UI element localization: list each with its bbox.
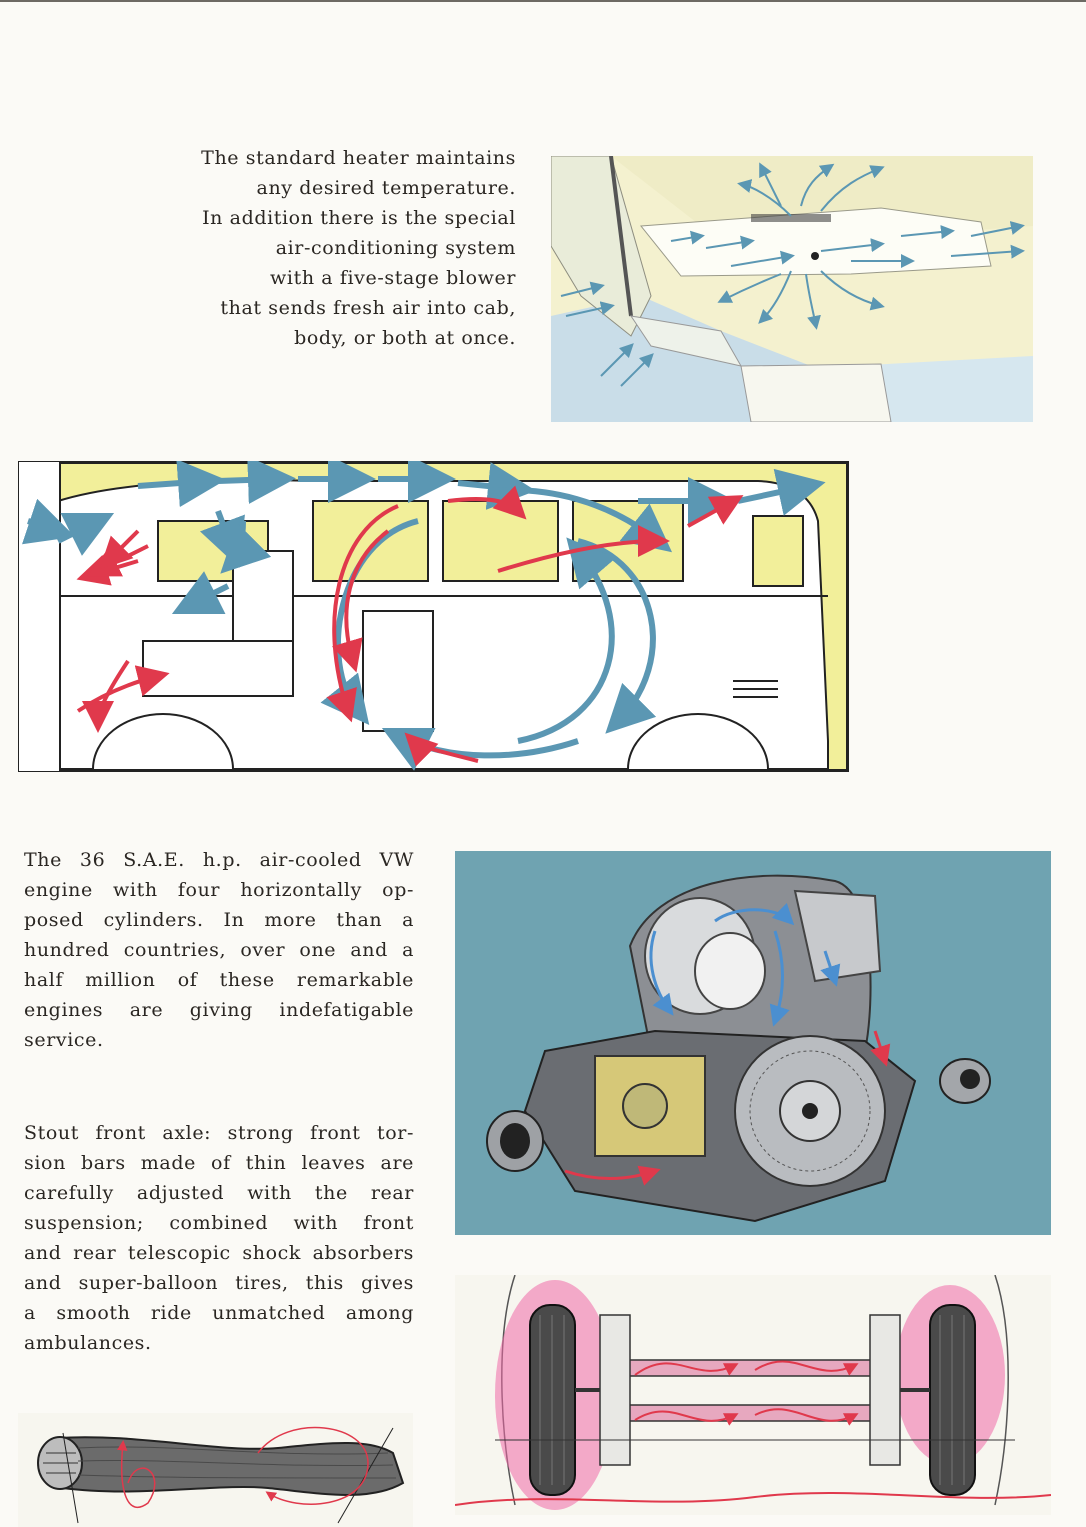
- text-line: suspension; combined with front: [24, 1212, 414, 1234]
- text-line: hundred countries, over one and a: [24, 939, 414, 961]
- text-line: engine with four horizontally op-: [24, 879, 414, 901]
- text-line: half million of these remarkable: [24, 969, 414, 991]
- text-line: The 36 S.A.E. h.p. air-cooled VW: [24, 849, 414, 871]
- text-line: The standard heater maintains: [201, 147, 516, 169]
- text-line: any desired temperature.: [256, 177, 516, 199]
- front-axle-illustration: [455, 1275, 1051, 1515]
- text-line: posed cylinders. In more than a: [24, 909, 414, 931]
- engine-illustration: [455, 851, 1051, 1235]
- text-line: air-conditioning system: [275, 237, 516, 259]
- text-line: that sends fresh air into cab,: [220, 297, 516, 319]
- van-airflow-illustration: [18, 461, 849, 772]
- text-line: and rear telescopic shock absorbers: [24, 1242, 414, 1264]
- text-line: and super-balloon tires, this gives: [24, 1272, 414, 1294]
- text-line: Stout front axle: strong front tor-: [24, 1122, 414, 1144]
- cab-ventilation-illustration: [551, 156, 1033, 422]
- text-line: service.: [24, 1029, 104, 1051]
- text-line: a smooth ride unmatched among: [24, 1302, 414, 1324]
- text-line: ambulances.: [24, 1332, 152, 1354]
- text-line: body, or both at once.: [294, 327, 516, 349]
- torsion-bar-illustration: [18, 1413, 413, 1527]
- text-line: carefully adjusted with the rear: [24, 1182, 414, 1204]
- heater-paragraph: [140, 143, 516, 353]
- top-rule: [0, 0, 1086, 2]
- text-line: engines are giving indefatigable: [24, 999, 414, 1021]
- text-line: with a five-stage blower: [270, 267, 516, 289]
- axle-paragraph: [24, 1118, 414, 1358]
- text-line: sion bars made of thin leaves are: [24, 1152, 414, 1174]
- text-line: In addition there is the special: [202, 207, 516, 229]
- engine-paragraph: [24, 845, 414, 1055]
